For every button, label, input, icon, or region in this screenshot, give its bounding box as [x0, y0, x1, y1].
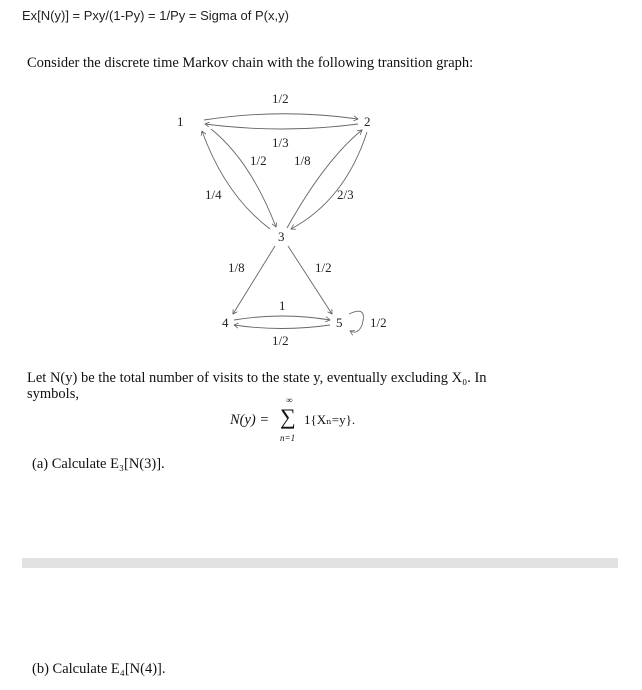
node-5: 5: [336, 315, 343, 330]
edge-label: 1/2: [250, 153, 267, 168]
divider-bar: [22, 558, 618, 568]
edge-5-4: [234, 325, 330, 329]
definition-line-2: symbols,: [27, 386, 79, 402]
formula-upper: ∞: [286, 395, 293, 405]
edge-2-3: [291, 132, 367, 229]
edge-2-1: [205, 124, 358, 129]
question-b: (b) Calculate E₄[N(4)].: [32, 661, 166, 677]
edge-1-3: [211, 129, 276, 227]
edge-label: 1/8: [294, 153, 311, 168]
edge-label: 1/2: [272, 91, 289, 106]
edge-label: 1/3: [272, 135, 289, 150]
intro-text: Consider the discrete time Markov chain with the following transition graph:: [27, 55, 474, 71]
edge-4-5: [234, 316, 330, 320]
edge-label: 1: [279, 298, 286, 313]
formula-lower: n=1: [280, 433, 296, 443]
edge-label: 2/3: [337, 187, 354, 202]
edge-3-1: [202, 131, 270, 229]
formula-lhs: N(y) =: [230, 412, 270, 428]
edge-1-2: [204, 114, 358, 120]
node-4: 4: [222, 315, 229, 330]
edge-label: 1/2: [370, 315, 387, 330]
formula-body: 1{Xₙ=y}.: [304, 412, 356, 427]
edge-5-5: [349, 311, 363, 332]
edge-label: 1/4: [205, 187, 222, 202]
edge-label: 1/2: [315, 260, 332, 275]
node-2: 2: [364, 114, 371, 129]
formula-sum: ∑: [280, 404, 296, 429]
node-1: 1: [177, 114, 184, 129]
edge-label: 1/2: [272, 333, 289, 348]
definition-line-1: Let N(y) be the total number of visits to the state y, eventually excluding X₀. In: [27, 370, 487, 386]
node-3: 3: [278, 229, 285, 244]
header-note: Ex[N(y)] = Pxy/(1-Py) = 1/Py = Sigma of P(x,y): [22, 8, 289, 23]
edge-label: 1/8: [228, 260, 245, 275]
edge-3-2: [287, 130, 362, 228]
question-a: (a) Calculate E₃[N(3)].: [32, 456, 165, 472]
edge-3-4: [233, 246, 275, 314]
edge-3-5: [288, 246, 332, 314]
